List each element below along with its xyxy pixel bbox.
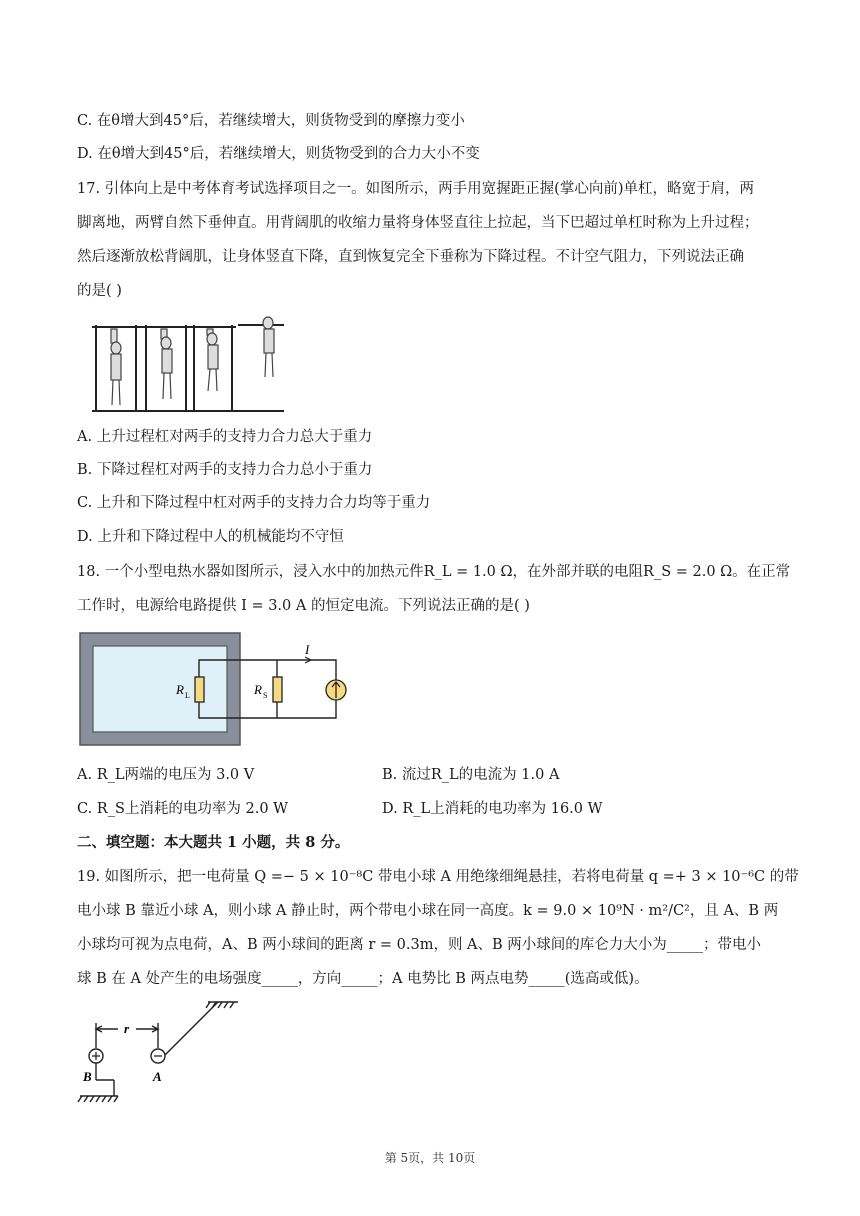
- q17-stem-line1: 17. 引体向上是中考体育考试选择项目之一。如图所示，两手用宽握距正握(掌心向前)单杠，略宽于肩，两: [77, 181, 754, 197]
- q19-stem-line2: 电小球 B 靠近小球 A，则小球 A 静止时，两个带电小球在同一高度。k = 9.0 × 10⁹N · m²/C²，且 A、B 两: [77, 903, 779, 919]
- section2-heading: 二、填空题：本大题共 1 小题，共 8 分。: [77, 834, 350, 851]
- pull-up-figure: [86, 315, 286, 415]
- q17-stem-line4: 的是( ): [77, 283, 122, 299]
- q18-option-c: C. R_S上消耗的电功率为 2.0 W: [77, 801, 289, 817]
- q17-option-a: A. 上升过程杠对两手的支持力合力总大于重力: [77, 429, 373, 445]
- label-ball-a: A: [153, 1069, 162, 1084]
- q18-stem-line2: 工作时，电源给电路提供 I = 3.0 A 的恒定电流。下列说法正确的是( ): [77, 598, 530, 614]
- label-rl: R: [176, 682, 184, 697]
- q17-option-c: C. 上升和下降过程中杠对两手的支持力合力均等于重力: [77, 495, 431, 511]
- q17-option-b: B. 下降过程杠对两手的支持力合力总小于重力: [77, 462, 373, 478]
- q16-option-d: D. 在θ增大到45°后，若继续增大，则货物受到的合力大小不变: [77, 146, 480, 162]
- q16-option-c: C. 在θ增大到45°后，若继续增大，则货物受到的摩擦力变小: [77, 113, 465, 129]
- q17-option-d: D. 上升和下降过程中人的机械能均不守恒: [77, 529, 344, 545]
- resistor-rl: [195, 677, 204, 702]
- label-rs: R: [254, 682, 262, 697]
- q17-stem-line3: 然后逐渐放松背阔肌，让身体竖直下降，直到恢复完全下垂称为下降过程。不计空气阻力，下列说法正确: [77, 249, 744, 265]
- q18-option-d: D. R_L上消耗的电功率为 16.0 W: [382, 801, 603, 817]
- q19-stem-line4: 球 B 在 A 处产生的电场强度_____，方向_____；A 电势比 B 两点电势_____(选高或低)。: [77, 971, 649, 987]
- q19-stem-line3: 小球均可视为点电荷，A、B 两小球间的距离 r = 0.3m，则 A、B 两小球间的库仑力大小为_____；带电小: [77, 937, 762, 953]
- label-current: I: [305, 642, 310, 657]
- page-number-footer: 第 5页，共 10页: [384, 1151, 476, 1165]
- q18-stem-line1: 18. 一个小型电热水器如图所示，浸入水中的加热元件R_L = 1.0 Ω，在外部并联的电阻R_S = 2.0 Ω。在正常: [77, 564, 791, 580]
- q18-option-a: A. R_L两端的电压为 3.0 V: [77, 767, 255, 783]
- label-distance-r: r: [124, 1021, 130, 1036]
- q17-stem-line2: 脚离地，两臂自然下垂伸直。用背阔肌的收缩力量将身体竖直往上拉起，当下巴超过单杠时称为上升过程；: [77, 215, 759, 231]
- charged-balls-figure: [76, 998, 246, 1104]
- q18-option-b: B. 流过R_L的电流为 1.0 A: [382, 767, 560, 783]
- q19-stem-line1: 19. 如图所示，把一电荷量 Q =− 5 × 10⁻⁸C 带电小球 A 用绝缘细绳悬挂，若将电荷量 q =+ 3 × 10⁻⁶C 的带: [77, 869, 799, 885]
- label-rl-sub: L: [185, 691, 190, 700]
- label-ball-b: B: [83, 1069, 92, 1084]
- label-rs-sub: S: [263, 691, 268, 700]
- resistor-rs: [273, 677, 282, 702]
- heater-circuit-figure: [79, 632, 364, 748]
